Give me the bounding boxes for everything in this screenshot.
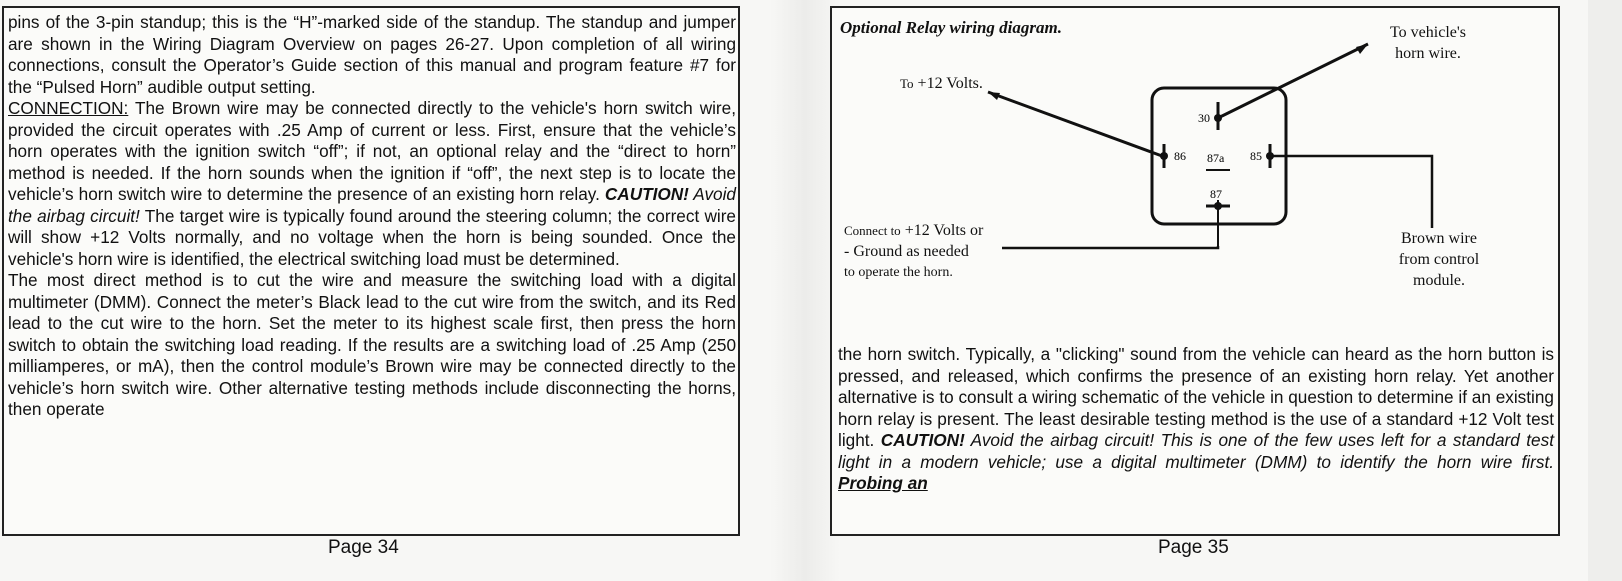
page-number-right: Page 35 [1158,537,1229,558]
wire-plus12 [988,92,1162,156]
caution-label: CAUTION! [604,184,689,204]
paragraph-horn-switch: the horn switch. Typically, a "clicking" sound from the vehicle can heard as the horn button is pressed, and released, which confirms the presence of an existing horn relay. Yet another alternative is to consult a wiring schematic of the vehicle in question to determine if an existing horn relay is present. The least desirable testing method is the use of a standard +12 Volt test light. CAUTION! Avoid the airbag circuit! This is one of the few uses left for a standard test light in a modern vehicle; use a digital multimeter (DMM) to identify the horn wire first. Probing an [838,344,1554,493]
page-number-left: Page 34 [328,537,399,558]
connection-heading: CONNECTION: [8,98,129,118]
left-page-frame [2,6,740,536]
pin-87-label: 87 [1210,187,1222,201]
right-page-text [838,344,1554,495]
paragraph-intro: pins of the 3-pin standup; this is the “H”-marked side of the standup. The standup and jumper are shown in the Wiring Diagram Overview on pages 26-27. Upon completion of all wiring connections, consult the Operator’s Guide section of this manual and program feature #7 for the “Pulsed Horn” audible output setting. [8,12,736,97]
paragraph-connection: CONNECTION: The Brown wire may be connected directly to the vehicle's horn switch wire, provided the circuit operates with .25 Amp of current or less. First, ensure that the vehicle’s horn operates with the ignition switch “off”; if not, an optional relay and the “direct to horn” method is needed. If the horn sounds when the ignition if “off”, the next step is to locate the vehicle’s horn switch wire to determine the presence of an existing horn relay. CAUTION! Avoid the airbag circuit! The target wire is typically found around the steering column; the correct wire will show +12 Volts normally, and no voltage when the horn is being sounded. Once the vehicle's horn wire is identified, the electrical switching load must be determined. [8,98,736,269]
pin-86-label: 86 [1174,149,1186,163]
probing-heading: Probing an [838,473,928,493]
wire-horn [1218,44,1368,118]
pin-30-label: 30 [1198,111,1210,125]
label-connect: Connect to +12 Volts or - Ground as needed to operate the horn. [844,222,984,280]
label-brown-wire: Brown wire from control module. [1398,230,1480,289]
right-page-frame [830,6,1560,536]
left-page-text [8,12,736,421]
diagram-title: Optional Relay wiring diagram. [840,18,1062,37]
paragraph-direct-method: The most direct method is to cut the wire and measure the switching load with a digital multimeter (DMM). Connect the meter’s Black lead to the cut wire from the switch, and its Red lead to the cut wire to the horn. Set the meter to its highest scale first, then press the horn switch to obtain the switching load reading. If the results are a switching load of .25 Amp (250 milliamperes, or mA), then the control module’s Brown wire may be connected directly to the vehicle’s horn switch wire. Other alternative testing methods include disconnecting the horns, then operate [8,270,736,419]
page-edge [1588,0,1622,581]
label-horn-wire: To vehicle's horn wire. [1390,24,1466,62]
pin-87a-label: 87a [1207,151,1225,165]
wire-connect [1002,246,1218,248]
wire-brown [1272,156,1432,228]
pin-85-label: 85 [1250,149,1262,163]
caution-label-right: CAUTION! [880,430,965,450]
label-plus12: To +12 Volts. [900,75,983,92]
